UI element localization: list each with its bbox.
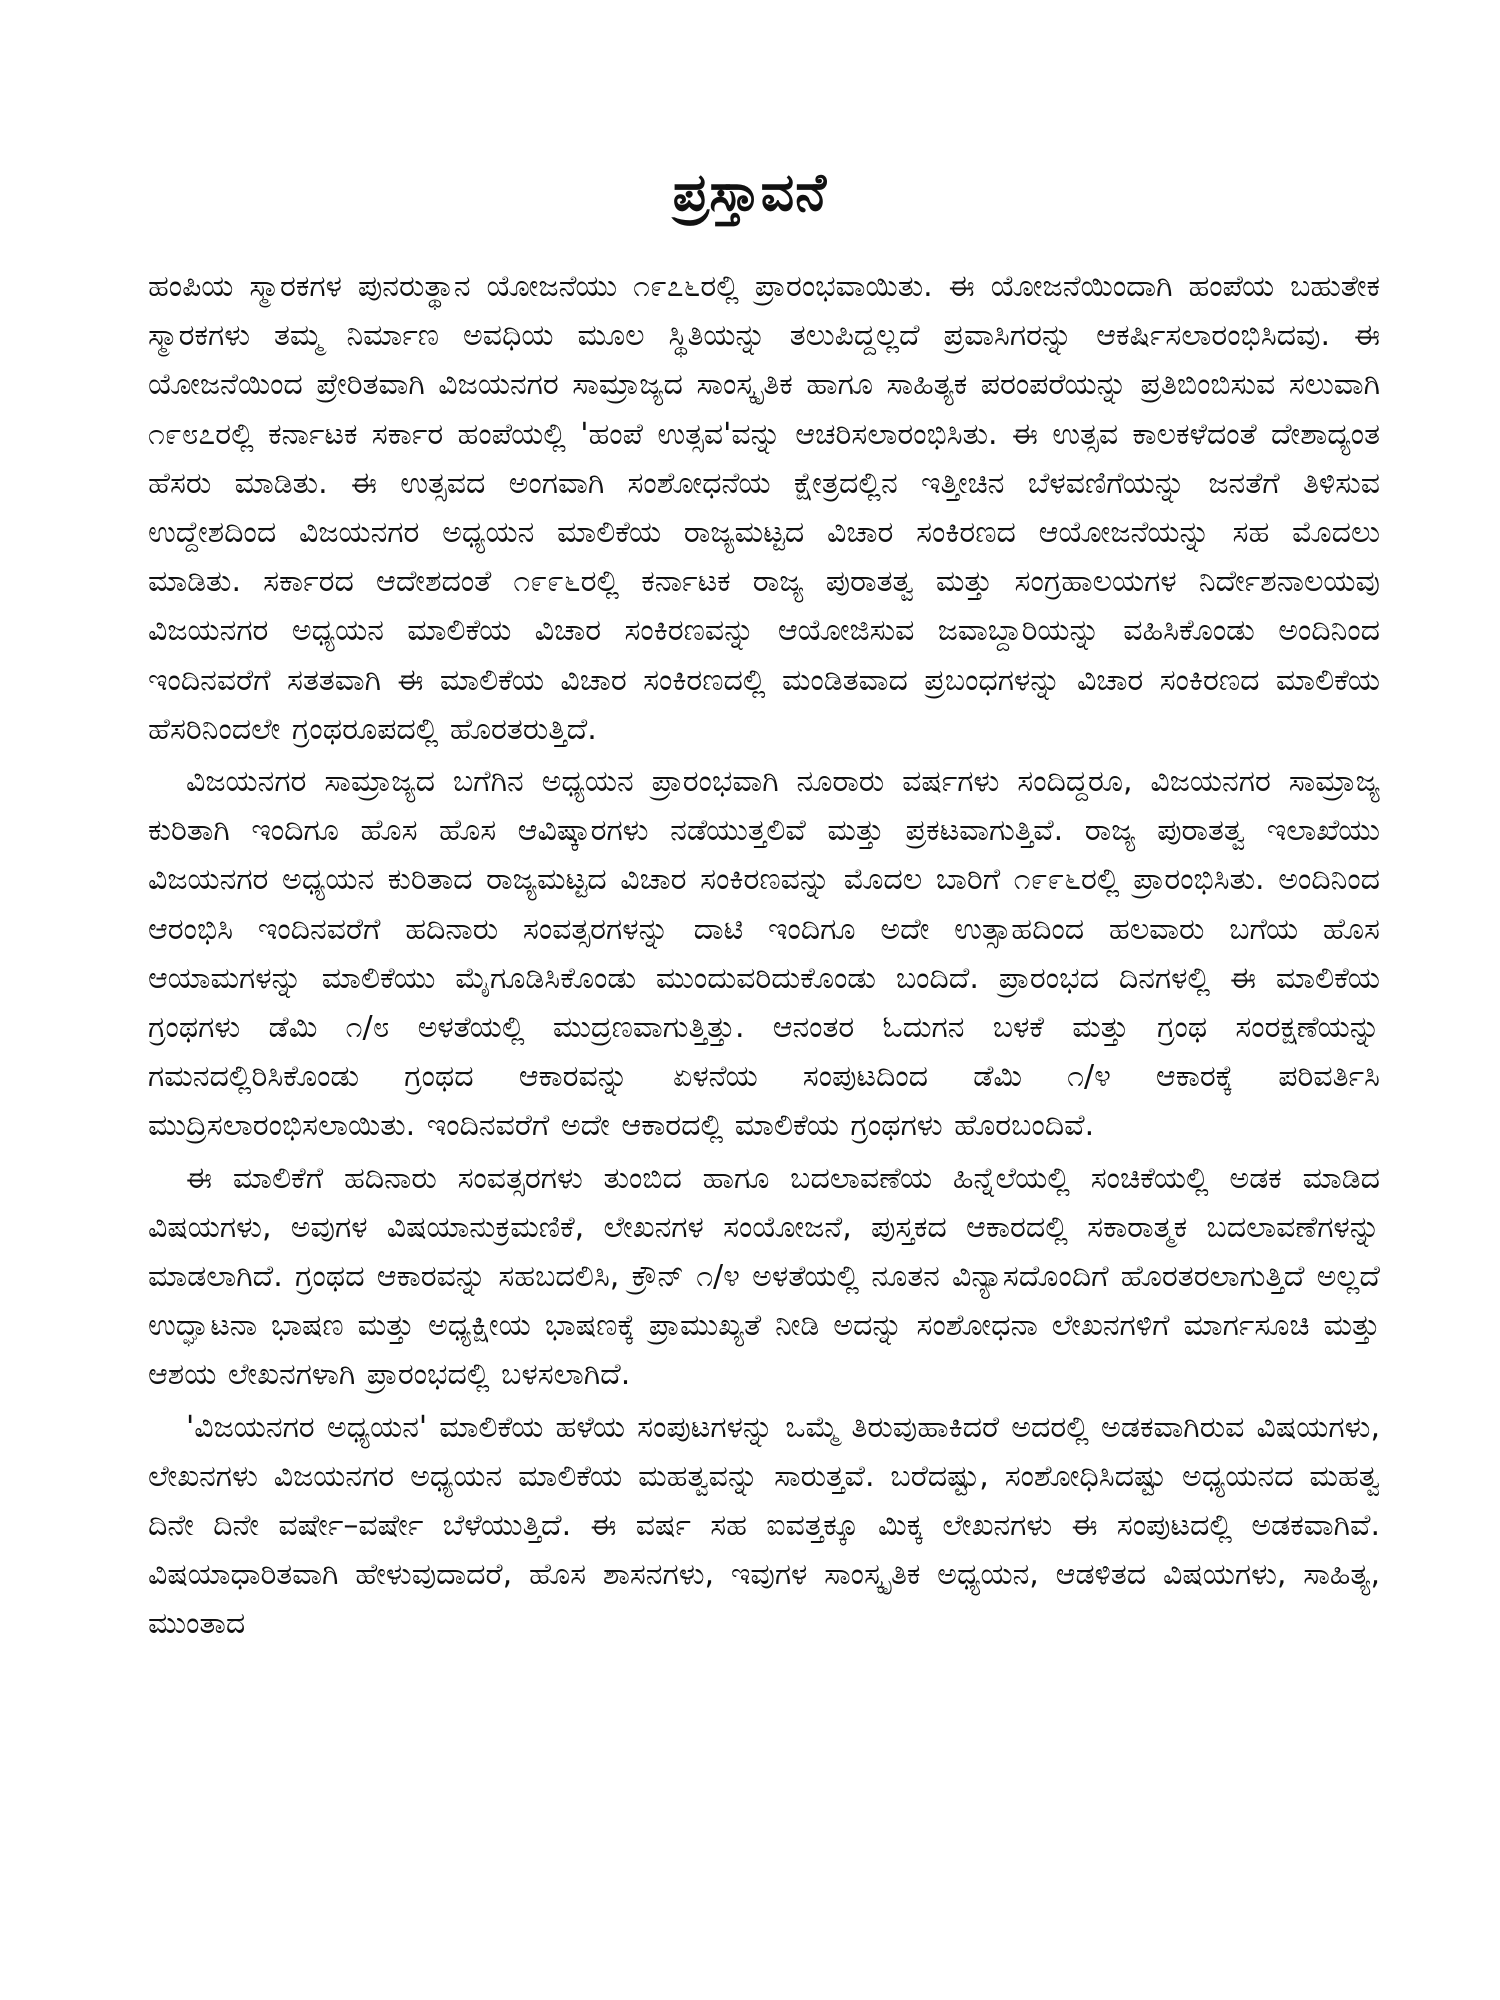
paragraph-1: ಹಂಪಿಯ ಸ್ಮಾರಕಗಳ ಪುನರುತ್ಥಾನ ಯೋಜನೆಯು ೧೯೭೬ರಲ್ಲಿ ಪ್ರಾರಂಭವಾಯಿತು. ಈ ಯೋಜನೆಯಿಂದಾಗಿ ಹಂಪೆಯ ಬಹುತೇಕ ಸ್ಮಾರಕಗಳು ತಮ್ಮ ನಿರ್ಮಾಣ ಅವಧಿಯ ಮೂಲ ಸ್ಥಿತಿಯನ್ನು ತಲುಪಿದ್ದಲ್ಲದೆ ಪ್ರವಾಸಿಗರನ್ನು ಆಕರ್ಷಿಸಲಾರಂಭಿಸಿದವು. ಈ ಯೋಜನೆಯಿಂದ ಪ್ರೇರಿತವಾಗಿ ವಿಜಯನಗರ ಸಾಮ್ರಾಜ್ಯದ ಸಾಂಸ್ಕೃತಿಕ ಹಾಗೂ ಸಾಹಿತ್ಯಕ ಪರಂಪರೆಯನ್ನು ಪ್ರತಿಬಿಂಬಿಸುವ ಸಲುವಾಗಿ ೧೯೮೭ರಲ್ಲಿ ಕರ್ನಾಟಕ ಸರ್ಕಾರ ಹಂಪೆಯಲ್ಲಿ 'ಹಂಪೆ ಉತ್ಸವ'ವನ್ನು ಆಚರಿಸಲಾರಂಭಿಸಿತು. ಈ ಉತ್ಸವ ಕಾಲಕಳೆದಂತೆ ದೇಶಾದ್ಯಂತ ಹೆಸರು ಮಾಡಿತು. ಈ ಉತ್ಸವದ ಅಂಗವಾಗಿ ಸಂಶೋಧನೆಯ ಕ್ಷೇತ್ರದಲ್ಲಿನ ಇತ್ತೀಚಿನ ಬೆಳವಣಿಗೆಯನ್ನು ಜನತೆಗೆ ತಿಳಿಸುವ ಉದ್ದೇಶದಿಂದ ವಿಜಯನಗರ ಅಧ್ಯಯನ ಮಾಲಿಕೆಯ ರಾಜ್ಯಮಟ್ಟದ ವಿಚಾರ ಸಂಕಿರಣದ ಆಯೋಜನೆಯನ್ನು ಸಹ ಮೊದಲು ಮಾಡಿತು. ಸರ್ಕಾರದ ಆದೇಶದಂತೆ ೧೯೯೬ರಲ್ಲಿ ಕರ್ನಾಟಕ ರಾಜ್ಯ ಪುರಾತತ್ವ ಮತ್ತು ಸಂಗ್ರಹಾಲಯಗಳ ನಿರ್ದೇಶನಾಲಯವು ವಿಜಯನಗರ ಅಧ್ಯಯನ ಮಾಲಿಕೆಯ ವಿಚಾರ ಸಂಕಿರಣವನ್ನು ಆಯೋಜಿಸುವ ಜವಾಬ್ದಾರಿಯನ್ನು ವಹಿಸಿಕೊಂಡು ಅಂದಿನಿಂದ ಇಂದಿನವರೆಗೆ ಸತತವಾಗಿ ಈ ಮಾಲಿಕೆಯ ವಿಚಾರ ಸಂಕಿರಣದಲ್ಲಿ ಮಂಡಿತವಾದ ಪ್ರಬಂಧಗಳನ್ನು ವಿಚಾರ ಸಂಕಿರಣದ ಮಾಲಿಕೆಯ ಹೆಸರಿನಿಂದಲೇ ಗ್ರಂಥರೂಪದಲ್ಲಿ ಹೊರತರುತ್ತಿದೆ. bbox=[148, 269, 1380, 747]
paragraph-3: ಈ ಮಾಲಿಕೆಗೆ ಹದಿನಾರು ಸಂವತ್ಸರಗಳು ತುಂಬಿದ ಹಾಗೂ ಬದಲಾವಣೆಯ ಹಿನ್ನೆಲೆಯಲ್ಲಿ ಸಂಚಿಕೆಯಲ್ಲಿ ಅಡಕ ಮಾಡಿದ ವಿಷಯಗಳು, ಅವುಗಳ ವಿಷಯಾನುಕ್ರಮಣಿಕೆ, ಲೇಖನಗಳ ಸಂಯೋಜನೆ, ಪುಸ್ತಕದ ಆಕಾರದಲ್ಲಿ ಸಕಾರಾತ್ಮಕ ಬದಲಾವಣೆಗಳನ್ನು ಮಾಡಲಾಗಿದೆ. ಗ್ರಂಥದ ಆಕಾರವನ್ನು ಸಹಬದಲಿಸಿ, ಕ್ರೌನ್ ೧/೪ ಅಳತೆಯಲ್ಲಿ ನೂತನ ವಿನ್ಯಾಸದೊಂದಿಗೆ ಹೊರತರಲಾಗುತ್ತಿದೆ ಅಲ್ಲದೆ ಉದ್ಘಾಟನಾ ಭಾಷಣ ಮತ್ತು ಅಧ್ಯಕ್ಷೀಯ ಭಾಷಣಕ್ಕೆ ಪ್ರಾಮುಖ್ಯತೆ ನೀಡಿ ಅದನ್ನು ಸಂಶೋಧನಾ ಲೇಖನಗಳಿಗೆ ಮಾರ್ಗಸೂಚಿ ಮತ್ತು ಆಶಯ ಲೇಖನಗಳಾಗಿ ಪ್ರಾರಂಭದಲ್ಲಿ ಬಳಸಲಾಗಿದೆ. bbox=[148, 1160, 1380, 1393]
body-text bbox=[148, 262, 1380, 1649]
paragraph-4: 'ವಿಜಯನಗರ ಅಧ್ಯಯನ' ಮಾಲಿಕೆಯ ಹಳೆಯ ಸಂಪುಟಗಳನ್ನು ಒಮ್ಮೆ ತಿರುವುಹಾಕಿದರೆ ಅದರಲ್ಲಿ ಅಡಕವಾಗಿರುವ ವಿಷಯಗಳು, ಲೇಖನಗಳು ವಿಜಯನಗರ ಅಧ್ಯಯನ ಮಾಲಿಕೆಯ ಮಹತ್ವವನ್ನು ಸಾರುತ್ತವೆ. ಬರೆದಷ್ಟು, ಸಂಶೋಧಿಸಿದಷ್ಟು ಅಧ್ಯಯನದ ಮಹತ್ವ ದಿನೇ ದಿನೇ ವರ್ಷೇ–ವರ್ಷೇ ಬೆಳೆಯುತ್ತಿದೆ. ಈ ವರ್ಷ ಸಹ ಐವತ್ತಕ್ಕೂ ಮಿಕ್ಕ ಲೇಖನಗಳು ಈ ಸಂಪುಟದಲ್ಲಿ ಅಡಕವಾಗಿವೆ. ವಿಷಯಾಧಾರಿತವಾಗಿ ಹೇಳುವುದಾದರೆ, ಹೊಸ ಶಾಸನಗಳು, ಇವುಗಳ ಸಾಂಸ್ಕೃತಿಕ ಅಧ್ಯಯನ, ಆಡಳಿತದ ವಿಷಯಗಳು, ಸಾಹಿತ್ಯ, ಮುಂತಾದ bbox=[148, 1409, 1380, 1642]
paragraph-2: ವಿಜಯನಗರ ಸಾಮ್ರಾಜ್ಯದ ಬಗೆಗಿನ ಅಧ್ಯಯನ ಪ್ರಾರಂಭವಾಗಿ ನೂರಾರು ವರ್ಷಗಳು ಸಂದಿದ್ದರೂ, ವಿಜಯನಗರ ಸಾಮ್ರಾಜ್ಯ ಕುರಿತಾಗಿ ಇಂದಿಗೂ ಹೊಸ ಹೊಸ ಆವಿಷ್ಕಾರಗಳು ನಡೆಯುತ್ತಲಿವೆ ಮತ್ತು ಪ್ರಕಟವಾಗುತ್ತಿವೆ. ರಾಜ್ಯ ಪುರಾತತ್ವ ಇಲಾಖೆಯು ವಿಜಯನಗರ ಅಧ್ಯಯನ ಕುರಿತಾದ ರಾಜ್ಯಮಟ್ಟದ ವಿಚಾರ ಸಂಕಿರಣವನ್ನು ಮೊದಲ ಬಾರಿಗೆ ೧೯೯೬ರಲ್ಲಿ ಪ್ರಾರಂಭಿಸಿತು. ಅಂದಿನಿಂದ ಆರಂಭಿಸಿ ಇಂದಿನವರೆಗೆ ಹದಿನಾರು ಸಂವತ್ಸರಗಳನ್ನು ದಾಟಿ ಇಂದಿಗೂ ಅದೇ ಉತ್ಸಾಹದಿಂದ ಹಲವಾರು ಬಗೆಯ ಹೊಸ ಆಯಾಮಗಳನ್ನು ಮಾಲಿಕೆಯು ಮೈಗೂಡಿಸಿಕೊಂಡು ಮುಂದುವರಿದುಕೊಂಡು ಬಂದಿದೆ. ಪ್ರಾರಂಭದ ದಿನಗಳಲ್ಲಿ ಈ ಮಾಲಿಕೆಯ ಗ್ರಂಥಗಳು ಡೆಮಿ ೧/೮ ಅಳತೆಯಲ್ಲಿ ಮುದ್ರಣವಾಗುತ್ತಿತ್ತು. ಆನಂತರ ಓದುಗನ ಬಳಕೆ ಮತ್ತು ಗ್ರಂಥ ಸಂರಕ್ಷಣೆಯನ್ನು ಗಮನದಲ್ಲಿರಿಸಿಕೊಂಡು ಗ್ರಂಥದ ಆಕಾರವನ್ನು ಏಳನೆಯ ಸಂಪುಟದಿಂದ ಡೆಮಿ ೧/೪ ಆಕಾರಕ್ಕೆ ಪರಿವರ್ತಿಸಿ ಮುದ್ರಿಸಲಾರಂಭಿಸಲಾಯಿತು. ಇಂದಿನವರೆಗೆ ಅದೇ ಆಕಾರದಲ್ಲಿ ಮಾಲಿಕೆಯ ಗ್ರಂಥಗಳು ಹೊರಬಂದಿವೆ. bbox=[148, 764, 1380, 1144]
page-title: ಪ್ರಸ್ತಾವನೆ bbox=[672, 163, 828, 223]
